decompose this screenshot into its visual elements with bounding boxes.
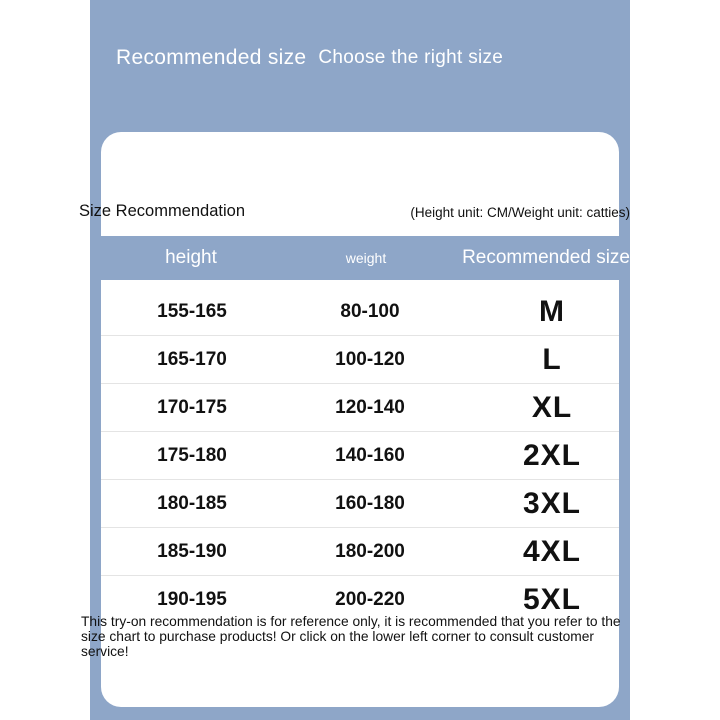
cell-weight: 80-100 xyxy=(340,301,400,322)
cell-height: 185-190 xyxy=(157,541,227,562)
table-row xyxy=(101,528,619,576)
units-note: (Height unit: CM/Weight unit: catties) xyxy=(410,205,630,220)
cell-size: 5XL xyxy=(522,583,582,616)
column-header-weight: weight xyxy=(345,250,387,266)
table-row xyxy=(101,480,619,528)
cell-size: L xyxy=(542,343,562,376)
header-subtitle: Choose the right size xyxy=(318,47,504,68)
cell-weight: 140-160 xyxy=(335,445,405,466)
cell-size: 2XL xyxy=(522,439,582,472)
cell-weight: 160-180 xyxy=(335,493,405,514)
cell-height: 165-170 xyxy=(157,349,227,370)
size-table-body xyxy=(101,288,619,623)
cell-size: XL xyxy=(531,391,573,424)
table-title: Size Recommendation xyxy=(79,202,245,220)
cell-height: 175-180 xyxy=(157,445,227,466)
header-title: Recommended size xyxy=(116,46,307,69)
cell-height: 180-185 xyxy=(157,493,227,514)
reference-note: This try-on recommendation is for reference only, it is recommended that you refer to the size chart to purchase products! Or click on the lower left corner to consult customer service! xyxy=(81,614,621,659)
cell-weight: 180-200 xyxy=(335,541,405,562)
cell-height: 170-175 xyxy=(157,397,227,418)
cell-size: M xyxy=(539,295,565,328)
table-row xyxy=(101,384,619,432)
cell-height: 155-165 xyxy=(157,301,227,322)
table-title-row xyxy=(79,200,630,226)
cell-weight: 100-120 xyxy=(335,349,405,370)
table-row xyxy=(101,432,619,480)
page-header xyxy=(116,44,503,72)
table-row xyxy=(101,288,619,336)
column-header-height: height xyxy=(165,247,217,268)
table-row xyxy=(101,336,619,384)
cell-weight: 200-220 xyxy=(335,589,405,610)
table-header xyxy=(101,236,630,280)
cell-height: 190-195 xyxy=(157,589,227,610)
cell-size: 3XL xyxy=(522,487,582,520)
cell-size: 4XL xyxy=(522,535,582,568)
column-header-size: Recommended size xyxy=(462,247,630,268)
cell-weight: 120-140 xyxy=(335,397,405,418)
